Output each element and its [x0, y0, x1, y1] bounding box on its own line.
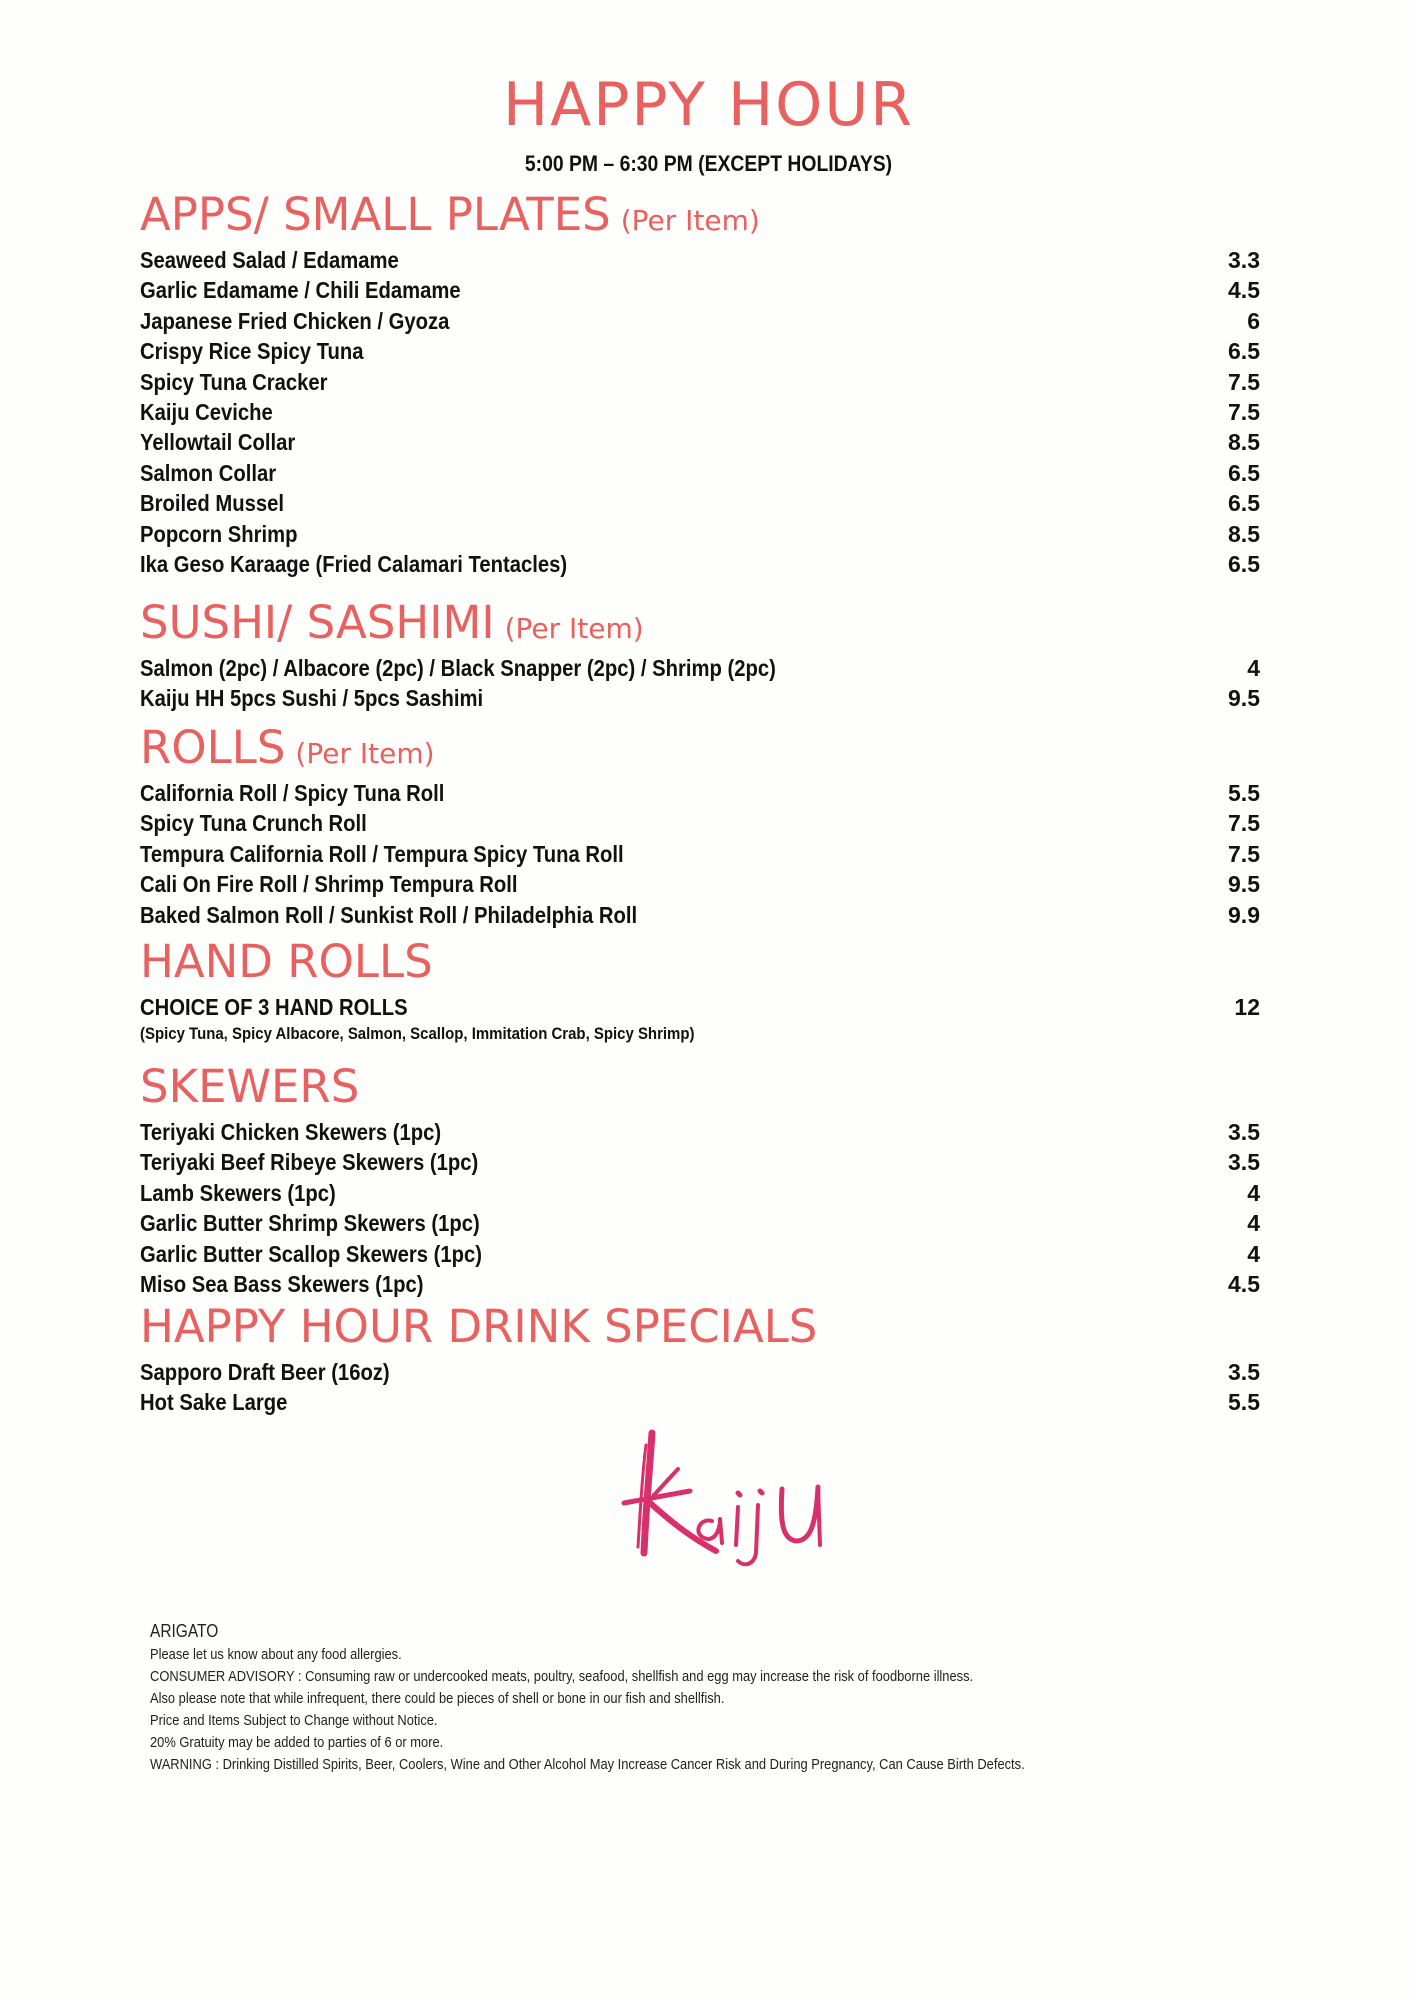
section-heading-text: SUSHI/ SASHIMI [140, 596, 495, 649]
item-name: Garlic Butter Scallop Skewers (1pc) [140, 1240, 482, 1267]
menu-item [140, 1178, 1260, 1208]
section-heading-note: (Per Item) [504, 612, 644, 645]
section-heading-text: HAPPY HOUR DRINK SPECIALS [140, 1300, 818, 1353]
item-name: Kaiju HH 5pcs Sushi / 5pcs Sashimi [140, 685, 484, 712]
section-heading-text: HAND ROLLS [140, 935, 433, 988]
item-description: (Spicy Tuna, Spicy Albacore, Salmon, Scallop, Immitation Crab, Spicy Shrimp) [140, 1024, 695, 1044]
section-skewers [140, 1057, 1260, 1299]
item-name: Spicy Tuna Crunch Roll [140, 810, 367, 837]
item-price: 8.5 [1228, 429, 1260, 456]
item-name: California Roll / Spicy Tuna Roll [140, 780, 445, 806]
section-heading [140, 185, 1260, 245]
menu-item [140, 1117, 1260, 1147]
section-heading-note: (Per Item) [620, 204, 760, 237]
footer-notes [150, 1620, 1300, 1776]
item-price: 4.5 [1228, 1270, 1260, 1297]
item-price: 4 [1247, 1240, 1260, 1267]
item-price: 3.5 [1228, 1359, 1260, 1385]
item-name: Popcorn Shrimp [140, 520, 298, 547]
item-name: Teriyaki Chicken Skewers (1pc) [140, 1119, 442, 1145]
kaiju-logo [620, 1425, 840, 1575]
section-rolls [140, 718, 1260, 930]
menu-item [140, 1147, 1260, 1177]
item-name: Kaiju Ceviche [140, 398, 273, 425]
section-heading [140, 718, 1260, 778]
menu-item [140, 900, 1260, 930]
footer-line: CONSUMER ADVISORY : Consuming raw or undercooked meats, poultry, seafood, shellfish and egg may increase the risk of foodborne illness. [150, 1668, 974, 1685]
footer-line: Also please note that while infrequent, there could be pieces of shell or bone in our fish and shellfish. [150, 1690, 725, 1707]
item-price: 7.5 [1228, 398, 1260, 425]
section-heading [140, 1297, 1260, 1357]
section-heading [140, 932, 1260, 992]
menu-item [140, 488, 1260, 518]
item-price: 6.5 [1228, 338, 1260, 365]
section-apps [140, 185, 1260, 579]
section-sushi [140, 593, 1260, 714]
menu-item [140, 1208, 1260, 1238]
item-name: Teriyaki Beef Ribeye Skewers (1pc) [140, 1149, 479, 1176]
item-name: Spicy Tuna Cracker [140, 368, 328, 395]
item-price: 5.5 [1228, 1389, 1260, 1416]
item-price: 7.5 [1228, 810, 1260, 837]
section-hand-rolls [140, 932, 1260, 1046]
section-heading [140, 1057, 1260, 1117]
item-price: 6.5 [1228, 490, 1260, 517]
footer-line: 20% Gratuity may be added to parties of 6 or more. [150, 1734, 444, 1751]
item-price: 7.5 [1228, 840, 1260, 867]
menu-item [140, 427, 1260, 457]
item-price: 3.5 [1228, 1119, 1260, 1145]
menu-item [140, 1239, 1260, 1269]
item-price: 12 [1234, 994, 1260, 1020]
menu-item [140, 397, 1260, 427]
menu-item [140, 683, 1260, 713]
happy-hour-times: 5:00 PM – 6:30 PM (EXCEPT HOLIDAYS) [524, 151, 893, 176]
item-name: Miso Sea Bass Skewers (1pc) [140, 1270, 424, 1297]
menu-item [140, 869, 1260, 899]
menu-item [140, 245, 1260, 275]
menu-item [140, 778, 1260, 808]
item-price: 5.5 [1228, 780, 1260, 806]
item-name: Japanese Fried Chicken / Gyoza [140, 307, 450, 334]
item-name: Tempura California Roll / Tempura Spicy Tuna Roll [140, 840, 624, 867]
menu-item [140, 458, 1260, 488]
item-name: Yellowtail Collar [140, 429, 296, 456]
item-name: Salmon Collar [140, 459, 277, 486]
item-name: CHOICE OF 3 HAND ROLLS [140, 994, 408, 1020]
item-price: 4 [1247, 1179, 1260, 1206]
item-name: Lamb Skewers (1pc) [140, 1179, 336, 1206]
footer-line: Please let us know about any food allergies. [150, 1646, 402, 1663]
menu-item [140, 336, 1260, 366]
footer-line: WARNING : Drinking Distilled Spirits, Beer, Coolers, Wine and Other Alcohol May Increase Cancer Risk and During Pregnancy, Can Cause Birth Defects. [150, 1756, 1025, 1773]
item-price: 9.5 [1228, 685, 1260, 712]
menu-item [140, 1357, 1260, 1387]
menu-item [140, 653, 1260, 683]
item-name: Crispy Rice Spicy Tuna [140, 338, 364, 365]
item-name: Baked Salmon Roll / Sunkist Roll / Philadelphia Roll [140, 901, 638, 928]
section-heading [140, 593, 1260, 653]
page-title: HAPPY HOUR [503, 70, 914, 140]
menu-item [140, 275, 1260, 305]
section-drinks [140, 1297, 1260, 1418]
item-price: 6.5 [1228, 459, 1260, 486]
item-price: 3.5 [1228, 1149, 1260, 1176]
item-name: Garlic Edamame / Chili Edamame [140, 277, 461, 304]
item-name: Hot Sake Large [140, 1389, 288, 1416]
item-name: Ika Geso Karaage (Fried Calamari Tentacles) [140, 550, 568, 577]
menu-item [140, 1269, 1260, 1299]
item-price: 4 [1247, 1210, 1260, 1237]
item-price: 9.9 [1228, 901, 1260, 928]
item-name: Garlic Butter Shrimp Skewers (1pc) [140, 1210, 480, 1237]
item-price: 7.5 [1228, 368, 1260, 395]
item-price: 4.5 [1228, 277, 1260, 304]
menu-item [140, 808, 1260, 838]
section-heading-note: (Per Item) [295, 737, 435, 770]
menu-item [140, 549, 1260, 579]
menu-item [140, 306, 1260, 336]
item-price: 9.5 [1228, 871, 1260, 898]
menu-item [140, 1387, 1260, 1417]
footer-line: Price and Items Subject to Change without Notice. [150, 1712, 438, 1729]
menu-item [140, 519, 1260, 549]
item-price: 8.5 [1228, 520, 1260, 547]
item-name: Cali On Fire Roll / Shrimp Tempura Roll [140, 871, 518, 898]
item-price: 6.5 [1228, 550, 1260, 577]
menu-item [140, 367, 1260, 397]
section-heading-text: APPS/ SMALL PLATES [140, 188, 611, 241]
menu-item [140, 992, 1260, 1022]
item-name: Broiled Mussel [140, 490, 284, 517]
item-name: Salmon (2pc) / Albacore (2pc) / Black Snapper (2pc) / Shrimp (2pc) [140, 655, 776, 681]
menu-item [140, 839, 1260, 869]
section-heading-text: SKEWERS [140, 1060, 360, 1113]
item-name: Seaweed Salad / Edamame [140, 247, 399, 273]
item-price: 3.3 [1228, 247, 1260, 273]
section-heading-text: ROLLS [140, 721, 286, 774]
footer-heading: ARIGATO [150, 1621, 219, 1641]
item-price: 4 [1247, 655, 1260, 681]
item-price: 6 [1247, 307, 1260, 334]
item-name: Sapporo Draft Beer (16oz) [140, 1359, 390, 1385]
